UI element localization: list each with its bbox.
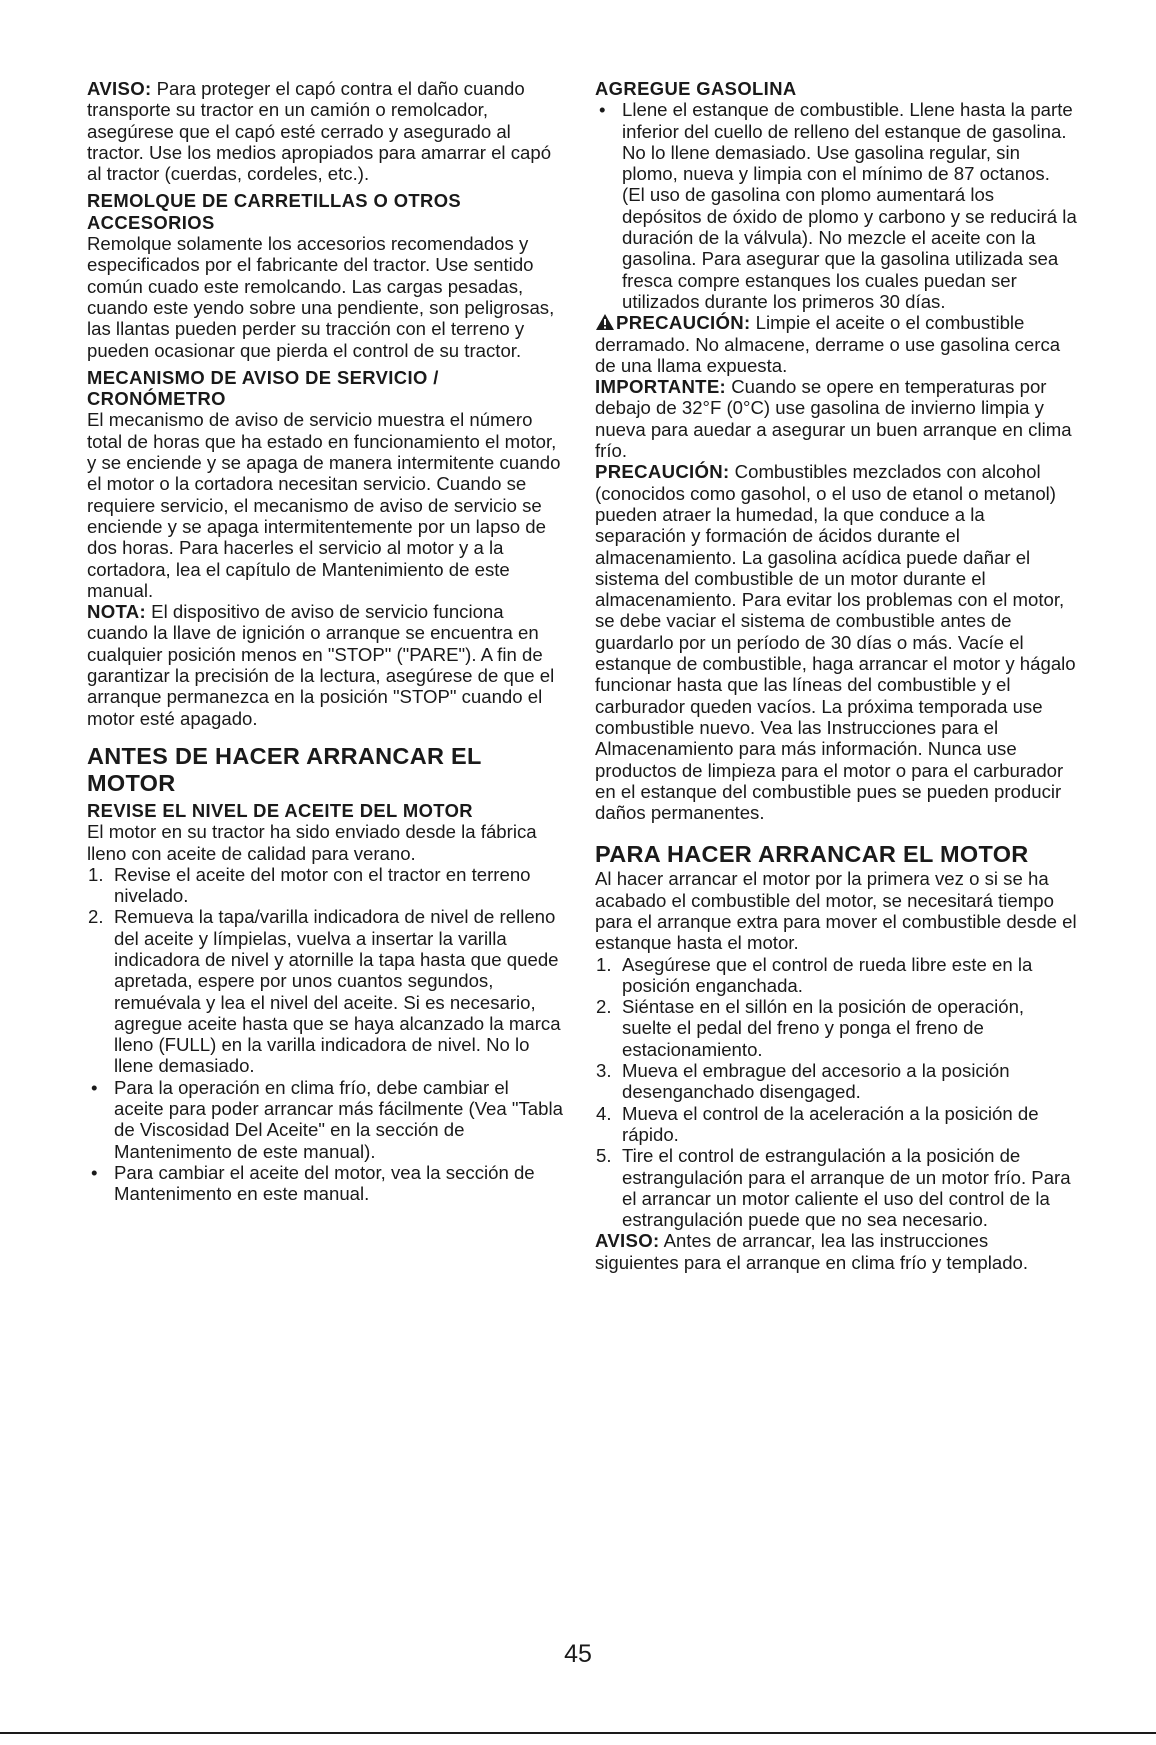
step-number: 2. (596, 996, 612, 1018)
step-text: Revise el aceite del motor con el tractor en terreno nivelado. (114, 863, 531, 907)
precaucion-1-paragraph (595, 312, 1077, 376)
oil-step-1 (87, 864, 563, 907)
antes-heading: ANTES DE HACER ARRANCAR EL MOTOR (87, 742, 482, 796)
bottom-rule (0, 1732, 1156, 1734)
step-number: 1. (88, 863, 104, 885)
page-number: 45 (564, 1640, 592, 1668)
aviso-2-paragraph (595, 1230, 1077, 1273)
start-step-2 (595, 996, 1077, 1060)
start-step-4 (595, 1103, 1077, 1146)
para-heading: PARA HACER ARRANCAR EL MOTOR (595, 841, 1029, 868)
step-text: Siéntase en el sillón en la posición de operación, suelte el pedal del freno y ponga el freno de estacionamiento. (622, 996, 1025, 1060)
oil-bullet-1 (87, 1077, 563, 1162)
step-number: 4. (596, 1102, 612, 1124)
step-text: Asegúrese que el control de rueda libre este en la posición enganchada. (622, 953, 1033, 996)
precaucion-2-paragraph (595, 461, 1077, 823)
aviso-2-text: Antes de arrancar, lea las instrucciones siguientes para el arranque en clima frío y templado. (595, 1230, 1029, 1273)
start-step-3 (595, 1060, 1077, 1103)
step-text: Remueva la tapa/varilla indicadora de nivel de relleno del aceite y límpielas, vuelva a insertar la varilla indicadora de nivel y atornille la tapa hasta que quede apretada, espere por unos cuantos segundos, remuévala y lea el nivel del aceite. Si es necesario, agregue aceite hasta que se haya alcanzado la marca lleno (FULL) en la varilla indicadora de nivel. No lo llene demasiado. (114, 906, 561, 1077)
agregue-heading: AGREGUE GASOLINA (595, 78, 797, 99)
importante-text: Cuando se opere en temperaturas por debajo de 32°F (0°C) use gasolina de invierno limpia y nueva para auedar a asegurar un buen arranque en clima frío. (595, 376, 1072, 462)
left-column (87, 78, 563, 1205)
step-text: Mueva el control de la aceleración a la posición de rápido. (622, 1102, 1039, 1145)
step-text: Mueva el embrague del accesorio a la posición desenganchado disengaged. (622, 1060, 1010, 1103)
oil-bullet-2 (87, 1162, 563, 1205)
start-step-1 (595, 954, 1077, 997)
bullet-icon: • (91, 1161, 98, 1183)
agregue-bullet (595, 99, 1077, 312)
precaucion-1-text: Limpie el aceite o el combustible derramado. No almacene, derrame o use gasolina cerca de una llama expuesta. (595, 312, 1061, 376)
precaucion-2-text: Combustibles mezclados con alcohol (conocidos como gasohol, o el uso de etanol o metanol) pueden atraer la humedad, la que conduce a la separación y formación de ácidos durante el almacenamiento. La gasolina acídica puede dañar el sistema del combustible de un motor durante el almacenamiento. Para evitar los problemas con el motor, se debe vaciar el sistema de combustible antes de guardarlo por un período de 30 días o más. Vacíe el estanque de combustible, haga arrancar el motor y hágalo funcionar hasta que las líneas del combustible y el carburador queden vacíos. La próxima temporada use combustible nuevo. Vea las Instrucciones para el Almacenamiento para más información. Nunca use productos de limpieza para el motor o para el carburador en el estanque del combustible pues se pueden producir daños permanentes. (595, 461, 1076, 824)
step-text: Tire el control de estrangulación a la posición de estrangulación para el arranque de un motor frío. Para el arrancar un motor caliente el uso del control de la estrangulación puede que no sea necesario. (622, 1145, 1071, 1231)
revise-text: El motor en su tractor ha sido enviado desde la fábrica lleno con aceite de calidad para verano. (87, 821, 537, 864)
aviso-label: AVISO: (87, 78, 152, 99)
start-step-5 (595, 1145, 1077, 1230)
bullet-icon: • (599, 99, 606, 121)
mecanismo-text: El mecanismo de aviso de servicio muestra el número total de horas que ha estado en funcionamiento el motor, y se enciende y se apaga de manera intermitente cuando el motor o la cortadora necesitan servicio. Cuando se requiere servicio, el mecanismo de aviso de servicio se enciende y se apaga intermitentemente por un lapso de dos horas. Para hacerles el servicio al motor y a la cortadora, lea el capítulo de Mantenimiento de este manual. (87, 409, 561, 601)
warning-triangle-icon (595, 313, 615, 331)
nota-text: El dispositivo de aviso de servicio funciona cuando la llave de ignición o arranque se encuentra en cualquier posición menos en "STOP" ("PARE"). A fin de garantizar la precisión de la lectura, asegúrese de que el arranque permanezca en la posición "STOP" cuando el motor esté apagado. (87, 601, 555, 729)
nota-paragraph (87, 601, 563, 729)
aviso-2-label: AVISO: (595, 1230, 660, 1252)
aviso-paragraph (87, 78, 563, 184)
step-number: 1. (596, 953, 612, 975)
remolque-text: Remolque solamente los accesorios recomendados y especificados por el fabricante del tractor. Use sentido común cuado este remolcando. Las cargas pesadas, cuando este yendo sobre una pendiente, son peligrosas, las llantas pueden perder su tracción con el terreno y pueden ocasionar que pierda el control de su tractor. (87, 233, 555, 361)
remolque-heading: REMOLQUE DE CARRETILLAS O OTROS ACCESORIOS (87, 190, 462, 233)
para-text: Al hacer arrancar el motor por la primera vez o si se ha acabado el combustible del motor, se necesitará tiempo para el arranque extra para mover el combustible desde el estanque hasta el motor. (595, 868, 1077, 954)
nota-label: NOTA: (87, 601, 146, 623)
bullet-text: Para cambiar el aceite del motor, vea la sección de Mantenimento en este manual. (114, 1161, 535, 1205)
revise-heading: REVISE EL NIVEL DE ACEITE DEL MOTOR (87, 799, 473, 821)
mecanismo-heading: MECANISMO DE AVISO DE SERVICIO / CRONÓMETRO (87, 366, 439, 410)
oil-step-2 (87, 906, 563, 1076)
precaucion-2-label: PRECAUCIÓN: (595, 461, 730, 483)
importante-paragraph (595, 376, 1077, 461)
step-number: 3. (596, 1060, 612, 1082)
step-number: 5. (596, 1145, 612, 1167)
bullet-text: Para la operación en clima frío, debe cambiar el aceite para poder arrancar más fácilmente (Vea "Tabla de Viscosidad Del Aceite" en la sección de Mantenimento de este manual). (114, 1076, 563, 1162)
importante-label: IMPORTANTE: (595, 376, 727, 398)
step-number: 2. (88, 906, 104, 928)
aviso-text: Para proteger el capó contra el daño cuando transporte su tractor en un camión o remolcador, asegúrese que el capó esté cerrado y asegurado al tractor. Use los medios apropiados para amarrar el capó al tractor (cuerdas, cordeles, etc.). (87, 78, 552, 185)
right-column (595, 78, 1077, 1273)
precaucion-1-label: PRECAUCIÓN: (616, 312, 751, 334)
bullet-icon: • (91, 1076, 98, 1098)
bullet-text: Llene el estanque de combustible. Llene hasta la parte inferior del cuello de relleno del estanque de gasolina. No lo llene demasiado. Use gasolina regular, sin plomo, nueva y limpia con el mínimo de 87 octanos. (El uso de gasolina con plomo aumentará los depósitos de óxido de plomo y carbono y se reducirá la duración de la válvula). No mezcle el aceite con la gasolina. Para asegurar que la gasolina utilizada sea fresca compre estanques los cuales puedan ser utilizados durante los primeros 30 días. (622, 99, 1077, 312)
